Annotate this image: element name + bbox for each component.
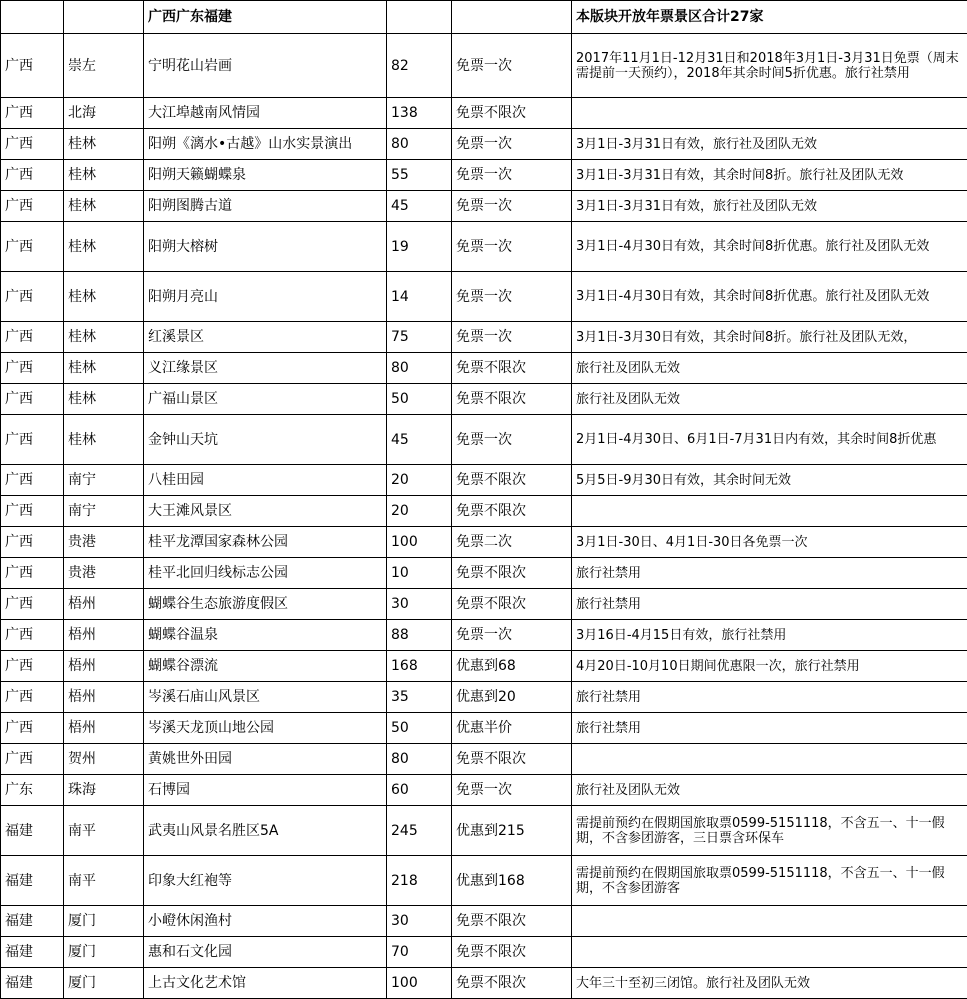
ticket-benefit-cell: 免票一次 xyxy=(452,620,572,651)
remarks-cell: 旅行社禁用 xyxy=(572,589,967,620)
remarks-cell: 4月20日-10月10日期间优惠限一次，旅行社禁用 xyxy=(572,651,967,682)
remarks-cell: 3月1日-3月31日有效，旅行社及团队无效 xyxy=(572,191,967,222)
remarks-cell: 需提前预约在假期国旅取票0599-5151118，不含五一、十一假期，不含参团游客，三日票含环保车 xyxy=(572,806,967,856)
table-row xyxy=(1,968,967,999)
city-cell: 梧州 xyxy=(64,651,144,682)
province-cell: 广西 xyxy=(1,384,64,415)
ticket-benefit-cell: 优惠到215 xyxy=(452,806,572,856)
scenic-spot-name-cell: 阳朔大榕树 xyxy=(144,222,387,272)
table-row xyxy=(1,906,967,937)
city-cell: 南宁 xyxy=(64,496,144,527)
ticket-benefit-cell: 免票不限次 xyxy=(452,496,572,527)
header-summary: 本版块开放年票景区合计27家 xyxy=(572,1,967,34)
province-cell: 广西 xyxy=(1,558,64,589)
ticket-price-cell: 50 xyxy=(387,713,452,744)
table-row xyxy=(1,806,967,856)
ticket-benefit-cell: 免票一次 xyxy=(452,129,572,160)
remarks-cell: 3月1日-4月30日有效，其余时间8折优惠。旅行社及团队无效 xyxy=(572,272,967,322)
ticket-benefit-cell: 免票一次 xyxy=(452,222,572,272)
table-row xyxy=(1,620,967,651)
scenic-spot-name-cell: 小嶝休闲渔村 xyxy=(144,906,387,937)
ticket-price-cell: 35 xyxy=(387,682,452,713)
remarks-cell xyxy=(572,906,967,937)
table-row xyxy=(1,353,967,384)
province-cell: 广西 xyxy=(1,713,64,744)
remarks-cell: 需提前预约在假期国旅取票0599-5151118，不含五一、十一假期，不含参团游客 xyxy=(572,856,967,906)
ticket-benefit-cell: 免票一次 xyxy=(452,191,572,222)
remarks-cell: 2月1日-4月30日、6月1日-7月31日内有效，其余时间8折优惠 xyxy=(572,415,967,465)
ticket-price-cell: 19 xyxy=(387,222,452,272)
ticket-benefit-cell: 免票一次 xyxy=(452,415,572,465)
scenic-spot-name-cell: 广福山景区 xyxy=(144,384,387,415)
remarks-cell: 3月1日-3月30日有效，其余时间8折。旅行社及团队无效， xyxy=(572,322,967,353)
scenic-spot-name-cell: 岑溪石庙山风景区 xyxy=(144,682,387,713)
province-cell: 福建 xyxy=(1,856,64,906)
city-cell: 桂林 xyxy=(64,222,144,272)
remarks-cell xyxy=(572,744,967,775)
city-cell: 南平 xyxy=(64,856,144,906)
city-cell: 贵港 xyxy=(64,527,144,558)
city-cell: 桂林 xyxy=(64,353,144,384)
ticket-benefit-cell: 免票不限次 xyxy=(452,937,572,968)
remarks-cell: 旅行社及团队无效 xyxy=(572,384,967,415)
province-cell: 福建 xyxy=(1,806,64,856)
table-row xyxy=(1,465,967,496)
scenic-spot-name-cell: 武夷山风景名胜区5A xyxy=(144,806,387,856)
remarks-cell xyxy=(572,937,967,968)
city-cell: 贵港 xyxy=(64,558,144,589)
ticket-benefit-cell: 优惠半价 xyxy=(452,713,572,744)
province-cell: 广西 xyxy=(1,465,64,496)
remarks-cell: 3月16日-4月15日有效，旅行社禁用 xyxy=(572,620,967,651)
province-cell: 广西 xyxy=(1,98,64,129)
table-row xyxy=(1,384,967,415)
remarks-cell xyxy=(572,98,967,129)
scenic-spot-name-cell: 八桂田园 xyxy=(144,465,387,496)
table-row xyxy=(1,98,967,129)
city-cell: 梧州 xyxy=(64,589,144,620)
table-row xyxy=(1,191,967,222)
remarks-cell: 5月5日-9月30日有效，其余时间无效 xyxy=(572,465,967,496)
ticket-price-cell: 88 xyxy=(387,620,452,651)
province-cell: 广西 xyxy=(1,191,64,222)
ticket-price-cell: 70 xyxy=(387,937,452,968)
scenic-spot-name-cell: 大王滩风景区 xyxy=(144,496,387,527)
ticket-price-cell: 55 xyxy=(387,160,452,191)
city-cell: 桂林 xyxy=(64,191,144,222)
city-cell: 厦门 xyxy=(64,937,144,968)
ticket-benefit-cell: 免票一次 xyxy=(452,160,572,191)
ticket-benefit-cell: 免票不限次 xyxy=(452,384,572,415)
table-row xyxy=(1,589,967,620)
province-cell: 广东 xyxy=(1,775,64,806)
remarks-cell: 大年三十至初三闭馆。旅行社及团队无效 xyxy=(572,968,967,999)
scenic-spot-name-cell: 阳朔《漓水•古越》山水实景演出 xyxy=(144,129,387,160)
scenic-spot-name-cell: 宁明花山岩画 xyxy=(144,34,387,98)
province-cell: 广西 xyxy=(1,272,64,322)
scenic-spot-name-cell: 上古文化艺术馆 xyxy=(144,968,387,999)
table-row xyxy=(1,775,967,806)
ticket-price-cell: 20 xyxy=(387,496,452,527)
province-cell: 福建 xyxy=(1,906,64,937)
ticket-benefit-cell: 免票不限次 xyxy=(452,968,572,999)
ticket-price-cell: 60 xyxy=(387,775,452,806)
province-cell: 广西 xyxy=(1,620,64,651)
province-cell: 广西 xyxy=(1,527,64,558)
scenic-spot-name-cell: 石博园 xyxy=(144,775,387,806)
city-cell: 桂林 xyxy=(64,272,144,322)
ticket-price-cell: 10 xyxy=(387,558,452,589)
province-cell: 广西 xyxy=(1,415,64,465)
city-cell: 桂林 xyxy=(64,322,144,353)
remarks-cell: 3月1日-3月31日有效，旅行社及团队无效 xyxy=(572,129,967,160)
ticket-benefit-cell: 优惠到168 xyxy=(452,856,572,906)
ticket-price-cell: 75 xyxy=(387,322,452,353)
ticket-price-cell: 50 xyxy=(387,384,452,415)
scenic-spot-name-cell: 义江缘景区 xyxy=(144,353,387,384)
ticket-price-cell: 138 xyxy=(387,98,452,129)
city-cell: 梧州 xyxy=(64,682,144,713)
city-cell: 桂林 xyxy=(64,415,144,465)
scenic-spot-name-cell: 红溪景区 xyxy=(144,322,387,353)
city-cell: 珠海 xyxy=(64,775,144,806)
header-region-title: 广西广东福建 xyxy=(144,1,387,34)
ticket-price-cell: 100 xyxy=(387,527,452,558)
ticket-price-cell: 82 xyxy=(387,34,452,98)
ticket-benefit-cell: 免票一次 xyxy=(452,34,572,98)
header-city xyxy=(64,1,144,34)
province-cell: 广西 xyxy=(1,34,64,98)
scenic-spot-name-cell: 阳朔天籁蝴蝶泉 xyxy=(144,160,387,191)
scenic-spot-name-cell: 桂平北回归线标志公园 xyxy=(144,558,387,589)
city-cell: 崇左 xyxy=(64,34,144,98)
table-row xyxy=(1,415,967,465)
city-cell: 南平 xyxy=(64,806,144,856)
scenic-spot-name-cell: 大江埠越南风情园 xyxy=(144,98,387,129)
city-cell: 梧州 xyxy=(64,620,144,651)
city-cell: 厦门 xyxy=(64,906,144,937)
ticket-price-cell: 100 xyxy=(387,968,452,999)
scenic-spot-name-cell: 惠和石文化园 xyxy=(144,937,387,968)
province-cell: 福建 xyxy=(1,937,64,968)
remarks-cell xyxy=(572,496,967,527)
province-cell: 广西 xyxy=(1,353,64,384)
ticket-benefit-cell: 免票不限次 xyxy=(452,353,572,384)
ticket-benefit-cell: 免票不限次 xyxy=(452,906,572,937)
scenic-spot-name-cell: 印象大红袍等 xyxy=(144,856,387,906)
scenic-spot-name-cell: 蝴蝶谷生态旅游度假区 xyxy=(144,589,387,620)
table-row xyxy=(1,558,967,589)
table-row xyxy=(1,527,967,558)
header-price xyxy=(387,1,452,34)
ticket-price-cell: 245 xyxy=(387,806,452,856)
remarks-cell: 旅行社及团队无效 xyxy=(572,353,967,384)
ticket-price-cell: 218 xyxy=(387,856,452,906)
header-province xyxy=(1,1,64,34)
ticket-benefit-cell: 免票不限次 xyxy=(452,465,572,496)
ticket-benefit-cell: 免票不限次 xyxy=(452,744,572,775)
remarks-cell: 3月1日-3月31日有效，其余时间8折。旅行社及团队无效 xyxy=(572,160,967,191)
remarks-cell: 旅行社禁用 xyxy=(572,558,967,589)
ticket-price-cell: 80 xyxy=(387,129,452,160)
ticket-benefit-cell: 免票一次 xyxy=(452,322,572,353)
ticket-price-cell: 14 xyxy=(387,272,452,322)
province-cell: 广西 xyxy=(1,129,64,160)
remarks-cell: 2017年11月1日-12月31日和2018年3月1日-3月31日免票（周末需提前一天预约），2018年其余时间5折优惠。旅行社禁用 xyxy=(572,34,967,98)
province-cell: 广西 xyxy=(1,651,64,682)
ticket-benefit-cell: 免票一次 xyxy=(452,775,572,806)
ticket-price-cell: 20 xyxy=(387,465,452,496)
remarks-cell: 旅行社及团队无效 xyxy=(572,775,967,806)
table-row xyxy=(1,651,967,682)
province-cell: 广西 xyxy=(1,222,64,272)
remarks-cell: 旅行社禁用 xyxy=(572,713,967,744)
city-cell: 桂林 xyxy=(64,129,144,160)
province-cell: 广西 xyxy=(1,496,64,527)
ticket-price-cell: 80 xyxy=(387,353,452,384)
scenic-spot-name-cell: 阳朔图腾古道 xyxy=(144,191,387,222)
ticket-benefit-cell: 优惠到20 xyxy=(452,682,572,713)
table-row xyxy=(1,322,967,353)
ticket-price-cell: 30 xyxy=(387,906,452,937)
ticket-benefit-cell: 免票二次 xyxy=(452,527,572,558)
table-row xyxy=(1,937,967,968)
province-cell: 广西 xyxy=(1,744,64,775)
remarks-cell: 3月1日-30日、4月1日-30日各免票一次 xyxy=(572,527,967,558)
scenic-spot-name-cell: 金钟山天坑 xyxy=(144,415,387,465)
table-row xyxy=(1,856,967,906)
scenic-spot-name-cell: 蝴蝶谷温泉 xyxy=(144,620,387,651)
province-cell: 福建 xyxy=(1,968,64,999)
ticket-price-cell: 45 xyxy=(387,191,452,222)
remarks-cell: 旅行社禁用 xyxy=(572,682,967,713)
header-row xyxy=(1,1,967,34)
city-cell: 桂林 xyxy=(64,160,144,191)
scenic-spot-name-cell: 蝴蝶谷漂流 xyxy=(144,651,387,682)
ticket-benefit-cell: 优惠到68 xyxy=(452,651,572,682)
ticket-price-cell: 80 xyxy=(387,744,452,775)
table-row xyxy=(1,744,967,775)
city-cell: 北海 xyxy=(64,98,144,129)
province-cell: 广西 xyxy=(1,682,64,713)
scenic-spot-name-cell: 黄姚世外田园 xyxy=(144,744,387,775)
table-row xyxy=(1,272,967,322)
ticket-benefit-cell: 免票一次 xyxy=(452,272,572,322)
city-cell: 桂林 xyxy=(64,384,144,415)
table-row xyxy=(1,222,967,272)
city-cell: 厦门 xyxy=(64,968,144,999)
province-cell: 广西 xyxy=(1,160,64,191)
remarks-cell: 3月1日-4月30日有效，其余时间8折优惠。旅行社及团队无效 xyxy=(572,222,967,272)
city-cell: 南宁 xyxy=(64,465,144,496)
scenic-spot-name-cell: 岑溪天龙顶山地公园 xyxy=(144,713,387,744)
table-row xyxy=(1,713,967,744)
city-cell: 梧州 xyxy=(64,713,144,744)
table-row xyxy=(1,34,967,98)
scenic-spot-name-cell: 阳朔月亮山 xyxy=(144,272,387,322)
province-cell: 广西 xyxy=(1,322,64,353)
table-row xyxy=(1,682,967,713)
ticket-benefit-cell: 免票不限次 xyxy=(452,589,572,620)
ticket-benefit-cell: 免票不限次 xyxy=(452,558,572,589)
header-ticket xyxy=(452,1,572,34)
city-cell: 贺州 xyxy=(64,744,144,775)
ticket-price-cell: 168 xyxy=(387,651,452,682)
ticket-price-cell: 30 xyxy=(387,589,452,620)
scenic-spot-name-cell: 桂平龙潭国家森林公园 xyxy=(144,527,387,558)
table-row xyxy=(1,160,967,191)
ticket-price-cell: 45 xyxy=(387,415,452,465)
table-row xyxy=(1,496,967,527)
province-cell: 广西 xyxy=(1,589,64,620)
table-row xyxy=(1,129,967,160)
ticket-benefit-cell: 免票不限次 xyxy=(452,98,572,129)
